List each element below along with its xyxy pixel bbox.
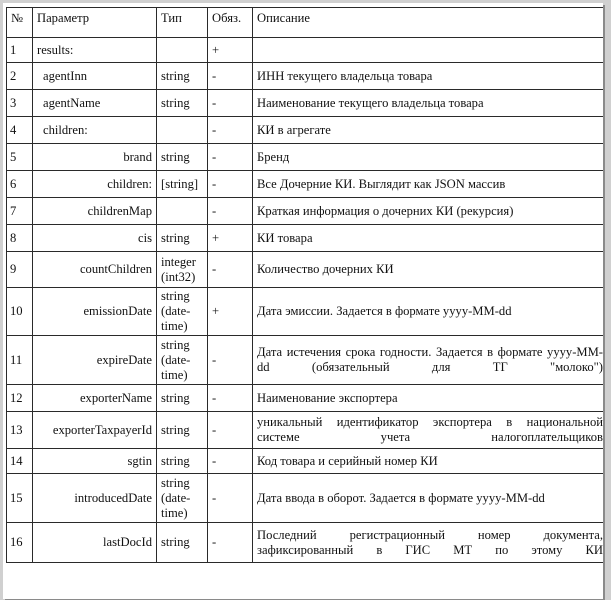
row-type (157, 38, 208, 63)
row-required: - (208, 412, 253, 449)
row-num: 5 (7, 144, 33, 171)
header-description: Описание (253, 8, 604, 38)
row-description (253, 38, 604, 63)
row-num: 6 (7, 171, 33, 198)
row-description: Наименование текущего владельца товара (253, 90, 604, 117)
table-row (7, 449, 604, 474)
row-type: [string] (157, 171, 208, 198)
row-required: - (208, 252, 253, 288)
table-row (7, 252, 604, 288)
table-row (7, 336, 604, 385)
table-header-row (7, 8, 604, 38)
row-type: string (157, 449, 208, 474)
table-row (7, 90, 604, 117)
row-required: - (208, 144, 253, 171)
header-type: Тип (157, 8, 208, 38)
table-row (7, 144, 604, 171)
row-param: agentName (33, 90, 157, 117)
header-param: Параметр (33, 8, 157, 38)
row-type: string (date-time) (157, 336, 208, 385)
row-num: 13 (7, 412, 33, 449)
row-type: integer (int32) (157, 252, 208, 288)
row-type: string (157, 412, 208, 449)
table-row (7, 198, 604, 225)
table-row (7, 523, 604, 563)
row-param: sgtin (33, 449, 157, 474)
table-row (7, 412, 604, 449)
row-description: КИ в агрегате (253, 117, 604, 144)
row-param: children: (33, 171, 157, 198)
table-body (7, 38, 604, 563)
row-description: Код товара и серийный номер КИ (253, 449, 604, 474)
row-param: agentInn (33, 63, 157, 90)
row-required: - (208, 474, 253, 523)
row-type (157, 117, 208, 144)
table-row (7, 225, 604, 252)
row-required: + (208, 288, 253, 336)
row-type: string (157, 90, 208, 117)
row-description: Количество дочерних КИ (253, 252, 604, 288)
row-param: emissionDate (33, 288, 157, 336)
header-num: № (7, 8, 33, 38)
row-param: introducedDate (33, 474, 157, 523)
table-row (7, 63, 604, 90)
table-row (7, 474, 604, 523)
row-num: 11 (7, 336, 33, 385)
row-required: - (208, 336, 253, 385)
row-description: КИ товара (253, 225, 604, 252)
row-required: - (208, 90, 253, 117)
row-num: 9 (7, 252, 33, 288)
row-description: ИНН текущего владельца товара (253, 63, 604, 90)
row-description: Дата эмиссии. Задается в формате yyyy-MM-dd (253, 288, 604, 336)
row-param: results: (33, 38, 157, 63)
parameters-table (6, 7, 603, 563)
row-description: уникальный идентификатор экспортера в национальной системе учета налогоплательщиков (253, 412, 604, 449)
row-param: lastDocId (33, 523, 157, 563)
row-num: 15 (7, 474, 33, 523)
document-page (3, 3, 603, 599)
row-type: string (157, 63, 208, 90)
row-type (157, 198, 208, 225)
table-row (7, 171, 604, 198)
row-num: 7 (7, 198, 33, 225)
row-required: - (208, 117, 253, 144)
row-required: - (208, 523, 253, 563)
row-type: string (157, 523, 208, 563)
row-required: - (208, 63, 253, 90)
table-row (7, 117, 604, 144)
row-num: 1 (7, 38, 33, 63)
table-row (7, 288, 604, 336)
row-param: expireDate (33, 336, 157, 385)
row-param: exporterTaxpayerId (33, 412, 157, 449)
row-param: countChildren (33, 252, 157, 288)
row-num: 3 (7, 90, 33, 117)
row-required: - (208, 385, 253, 412)
row-required: - (208, 198, 253, 225)
row-description: Бренд (253, 144, 604, 171)
row-param: exporterName (33, 385, 157, 412)
row-description: Наименование экспортера (253, 385, 604, 412)
row-type: string (157, 144, 208, 171)
row-num: 12 (7, 385, 33, 412)
table-row (7, 38, 604, 63)
row-required: + (208, 225, 253, 252)
row-num: 8 (7, 225, 33, 252)
row-type: string (date-time) (157, 288, 208, 336)
row-param: brand (33, 144, 157, 171)
row-num: 16 (7, 523, 33, 563)
row-required: - (208, 449, 253, 474)
row-num: 14 (7, 449, 33, 474)
row-num: 4 (7, 117, 33, 144)
row-description: Краткая информация о дочерних КИ (рекурсия) (253, 198, 604, 225)
row-type: string (157, 225, 208, 252)
row-description: Все Дочерние КИ. Выглядит как JSON массив (253, 171, 604, 198)
row-type: string (157, 385, 208, 412)
row-param: children: (33, 117, 157, 144)
row-type: string (date-time) (157, 474, 208, 523)
row-description: Дата истечения срока годности. Задается в формате yyyy-MM-dd (обязательный для ТГ "молоко") (253, 336, 604, 385)
row-description: Дата ввода в оборот. Задается в формате yyyy-MM-dd (253, 474, 604, 523)
row-param: childrenMap (33, 198, 157, 225)
row-num: 10 (7, 288, 33, 336)
row-description: Последний регистрационный номер документа, зафиксированный в ГИС МТ по этому КИ (253, 523, 604, 563)
row-num: 2 (7, 63, 33, 90)
row-required: - (208, 171, 253, 198)
row-required: + (208, 38, 253, 63)
header-required: Обяз. (208, 8, 253, 38)
row-param: cis (33, 225, 157, 252)
table-row (7, 385, 604, 412)
